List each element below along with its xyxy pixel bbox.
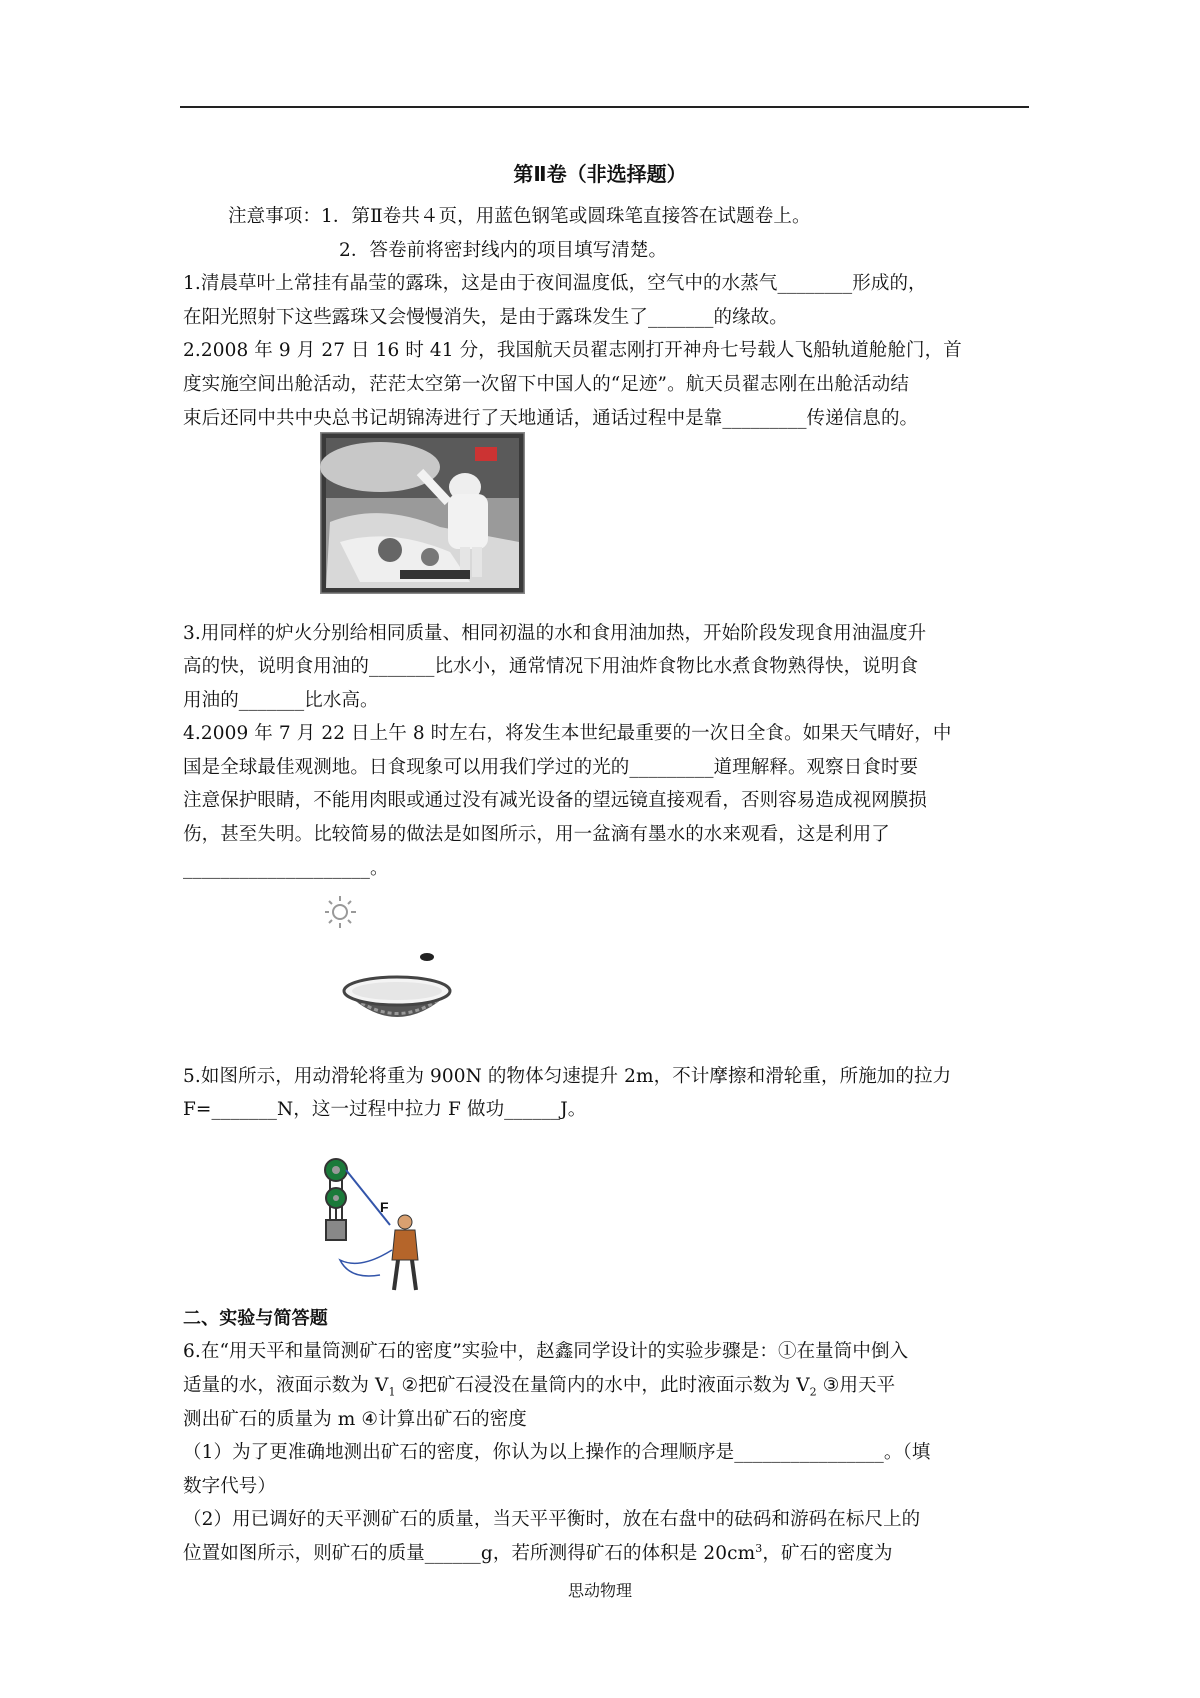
astronaut-photo [320, 432, 525, 594]
weight-block-icon [326, 1220, 346, 1240]
note-line-2: 2．答卷前将密封线内的项目填写清楚。 [339, 240, 668, 261]
q2-line-2: 度实施空间出舱活动，茫茫太空第一次留下中国人的“足迹”。航天员翟志刚在出舱活动结 [183, 374, 909, 395]
q1-line-1: 1.清晨草叶上常挂有晶莹的露珠，这是由于夜间温度低，空气中的水蒸气________形成的， [183, 273, 927, 294]
eye-icon [420, 953, 434, 961]
q2-line-1: 2.2008 年 9 月 27 日 16 时 41 分，我国航天员翟志刚打开神舟七号载人飞船轨道舱舱门，首 [183, 340, 962, 361]
q1-line-2: 在阳光照射下这些露珠又会慢慢消失，是由于露珠发生了_______的缘故。 [183, 307, 788, 328]
q6-line-1: 6.在“用天平和量筒测矿石的密度”实验中，赵鑫同学设计的实验步骤是：①在量筒中倒入 [183, 1341, 909, 1362]
q4-line-1: 4.2009 年 7 月 22 日上午 8 时左右，将发生本世纪最重要的一次日全食。如果天气晴好，中 [183, 723, 952, 744]
q4-line-2: 国是全球最佳观测地。日食现象可以用我们学过的光的_________道理解释。观察日食时要 [183, 757, 919, 778]
basin-icon [344, 977, 450, 1017]
q3-line-3: 用油的_______比水高。 [183, 690, 379, 711]
q3-line-1: 3.用同样的炉火分别给相同质量、相同初温的水和食用油加热，开始阶段发现食用油温度升 [183, 623, 927, 644]
q4-line-3: 注意保护眼睛，不能用肉眼或通过没有减光设备的望远镜直接观看，否则容易造成视网膜损 [183, 790, 928, 811]
q6-line-2: 适量的水，液面示数为 $V_1$ ②把矿石浸没在量筒内的水中，此时液面示数为 $V_2$ ③用天平 [183, 1375, 896, 1399]
sun-basin-figure [325, 892, 455, 1032]
page-title: 第Ⅱ卷（非选择题） [513, 162, 687, 186]
header-rule [180, 106, 1029, 108]
force-label: F [380, 1199, 389, 1215]
q5-line-2: F=_______N，这一过程中拉力 F 做功______J。 [183, 1099, 587, 1120]
q4-line-5: ____________________。 [183, 858, 389, 879]
pulley-figure [320, 1150, 440, 1300]
q6-part1-line-2: 数字代号） [183, 1476, 277, 1497]
page-footer: 思动物理 [567, 1581, 632, 1600]
q6-part1-line-1: （1）为了更准确地测出矿石的密度，你认为以上操作的合理顺序是________________。（填 [183, 1442, 931, 1463]
q5-line-1: 5.如图所示，用动滑轮将重为 900N 的物体匀速提升 2m，不计摩擦和滑轮重，所施加的拉力 [183, 1066, 952, 1087]
q6-line-3: 测出矿石的质量为 m ④计算出矿石的密度 [183, 1409, 527, 1430]
q6-part2-line-1: （2）用已调好的天平测矿石的质量，当天平平衡时，放在右盘中的砝码和游码在标尺上的 [183, 1509, 921, 1530]
q2-line-3: 束后还同中共中央总书记胡锦涛进行了天地通话，通话过程中是靠_________传递信息的。 [183, 408, 919, 429]
q4-line-4: 伤，甚至失明。比较简易的做法是如图所示，用一盆滴有墨水的水来观看，这是利用了 [183, 824, 890, 845]
section-heading: 二、实验与简答题 [183, 1308, 328, 1329]
note-line-1: 注意事项：1．第Ⅱ卷共４页，用蓝色钢笔或圆珠笔直接答在试题卷上。 [228, 206, 811, 227]
person-icon [398, 1215, 412, 1229]
q6-part2-line-2: 位置如图所示，则矿石的质量______g，若所测得矿石的体积是 $20cm^3$，矿石的密度为 [183, 1541, 893, 1564]
sun-icon [325, 896, 356, 928]
q3-line-2: 高的快，说明食用油的_______比水小，通常情况下用油炸食物比水煮食物熟得快，说明食 [183, 656, 919, 677]
